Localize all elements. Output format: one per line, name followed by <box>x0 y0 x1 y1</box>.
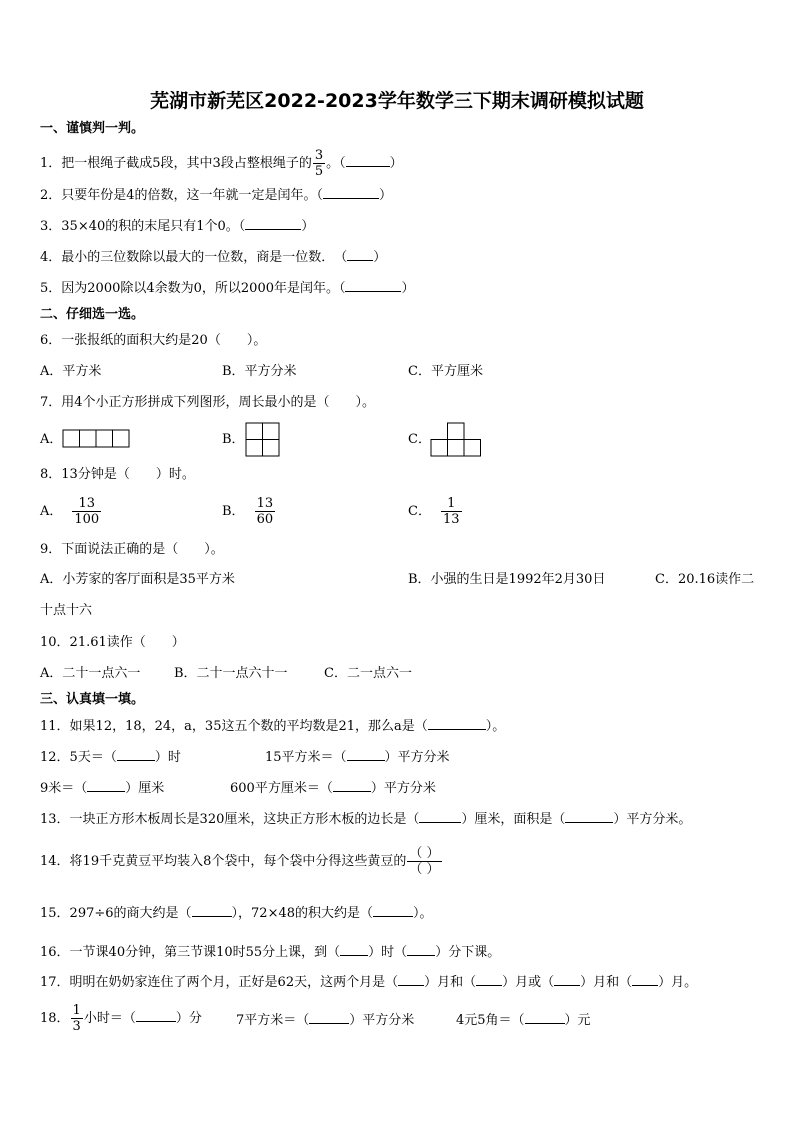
question-18-part-2: 7平方米＝（ ）平方分米 <box>236 1013 415 1028</box>
answer-blank[interactable] <box>407 943 435 956</box>
question-12-part-2: 15平方米＝（ ）平方分米 <box>265 750 450 765</box>
question-13: 13．一块正方形木板周长是320厘米，这块正方形木板的边长是（ ）厘米，面积是（ ）平方分米。 <box>40 812 692 827</box>
question-14: 14．将19千克黄豆平均装入8个袋中，每个袋中分得这些黄豆的 $\frac{( )}{( )}$ <box>40 846 440 877</box>
answer-blank[interactable] <box>476 973 502 986</box>
question-8: 8．13分钟是（ ）时。 <box>40 467 195 482</box>
fraction-1-13: $\frac{1}{13}$ <box>442 496 460 527</box>
answer-blank[interactable] <box>347 748 385 761</box>
question-5: 5．因为2000除以4余数为0，所以2000年是闰年。（ ） <box>40 281 415 296</box>
answer-blank[interactable] <box>632 973 658 986</box>
q7-option-c[interactable]: C． <box>408 432 431 447</box>
q9-option-a[interactable]: A．小芳家的客厅面积是35平方米 <box>40 572 235 587</box>
q9-option-b[interactable]: B．小强的生日是1992年2月30日 <box>408 572 606 587</box>
q9-option-c[interactable]: C．20.16读作二 <box>655 572 755 587</box>
q7-option-a[interactable]: A． <box>40 432 63 447</box>
question-12-part-4: 600平方厘米＝（ ）平方分米 <box>230 781 436 796</box>
page-title: 芜湖市新芜区2022-2023学年数学三下期末调研模拟试题 <box>150 90 644 112</box>
fraction-13-100: $\frac{13}{100}$ <box>74 496 100 527</box>
section-heading-3: 三、认真填一填。 <box>40 692 145 707</box>
fraction-blank[interactable]: $\frac{( )}{( )}$ <box>409 846 440 877</box>
question-11: 11．如果12，18，24，a，35这五个数的平均数是21，那么a是（ ）。 <box>40 719 506 734</box>
question-7: 7．用4个小正方形拼成下列图形，周长最小的是（ ）。 <box>40 395 376 410</box>
question-6: 6．一张报纸的面积大约是20（ ）。 <box>40 333 267 348</box>
answer-blank[interactable] <box>419 810 461 823</box>
answer-blank[interactable] <box>565 810 613 823</box>
four-squares-row-shape <box>62 429 132 449</box>
q7-option-b[interactable]: B． <box>222 432 245 447</box>
q9-option-c-continued: 十点十六 <box>40 603 93 618</box>
answer-blank[interactable] <box>525 1011 565 1024</box>
question-3: 3．35×40的积的末尾只有1个0。（ ） <box>40 219 315 234</box>
section-heading-1: 一、谨慎判一判。 <box>40 121 145 136</box>
answer-blank[interactable] <box>309 1011 349 1024</box>
question-18: 18． $\frac{1}{3}$ 小时＝（ ）分 <box>40 1003 202 1034</box>
q10-option-c[interactable]: C．二一点六一 <box>324 666 412 681</box>
answer-blank[interactable] <box>245 217 301 230</box>
question-17: 17．明明在奶奶家连住了两个月，正好是62天，这两个月是（ ）月和（ ）月或（ ）月和（ ）月。 <box>40 975 698 990</box>
q8-option-c[interactable]: C． $\frac{1}{13}$ <box>408 496 460 527</box>
fraction-1-3: $\frac{1}{3}$ <box>72 1003 81 1034</box>
t-shape <box>430 422 486 458</box>
fraction-3-5: $\frac{3}{5}$ <box>314 148 324 179</box>
answer-blank[interactable] <box>340 943 368 956</box>
fraction-13-60: $\frac{13}{60}$ <box>256 496 274 527</box>
question-18-part-3: 4元5角＝（ ）元 <box>456 1013 591 1028</box>
question-9: 9．下面说法正确的是（ ）。 <box>40 542 224 557</box>
question-10: 10．21.61读作（ ） <box>40 635 185 650</box>
question-12-row-2: 9米＝（ ）厘米 <box>40 781 165 796</box>
answer-blank[interactable] <box>554 973 580 986</box>
q6-option-a[interactable]: A．平方米 <box>40 364 102 379</box>
square-2x2-shape <box>245 422 281 458</box>
section-heading-2: 二、仔细选一选。 <box>40 307 145 322</box>
question-2: 2．只要年份是4的倍数，这一年就一定是闰年。（ ） <box>40 188 393 203</box>
question-1: 1．把一根绳子截成5段，其中3段占整根绳子的 $\frac{3}{5}$ 。（ ） <box>40 148 403 179</box>
answer-blank[interactable] <box>87 779 125 792</box>
q10-option-a[interactable]: A．二十一点六一 <box>40 666 141 681</box>
question-12-row-1: 12．5天＝（ ）时 <box>40 750 181 765</box>
answer-blank[interactable] <box>373 904 413 917</box>
q8-option-b[interactable]: B． $\frac{13}{60}$ <box>222 496 274 527</box>
answer-blank[interactable] <box>428 717 486 730</box>
q10-option-b[interactable]: B．二十一点六十一 <box>174 666 288 681</box>
question-4: 4．最小的三位数除以最大的一位数，商是一位数． （ ） <box>40 250 387 265</box>
answer-blank[interactable] <box>398 973 424 986</box>
answer-blank[interactable] <box>346 154 390 167</box>
question-1-text: 1．把一根绳子截成5段，其中3段占整根绳子的 <box>40 156 312 171</box>
q8-option-a[interactable]: A． $\frac{13}{100}$ <box>40 496 100 527</box>
answer-blank[interactable] <box>117 748 155 761</box>
q6-option-c[interactable]: C．平方厘米 <box>408 364 483 379</box>
answer-blank[interactable] <box>192 904 232 917</box>
question-16: 16．一节课40分钟，第三节课10时55分上课，到（ ）时（ ）分下课。 <box>40 945 501 960</box>
answer-blank[interactable] <box>347 248 373 261</box>
answer-blank[interactable] <box>323 186 379 199</box>
q6-option-b[interactable]: B．平方分米 <box>222 364 297 379</box>
answer-blank[interactable] <box>333 779 371 792</box>
answer-blank[interactable] <box>345 279 401 292</box>
answer-blank[interactable] <box>136 1009 176 1022</box>
question-15: 15．297÷6的商大约是（ ），72×48的积大约是（ ）。 <box>40 906 433 921</box>
